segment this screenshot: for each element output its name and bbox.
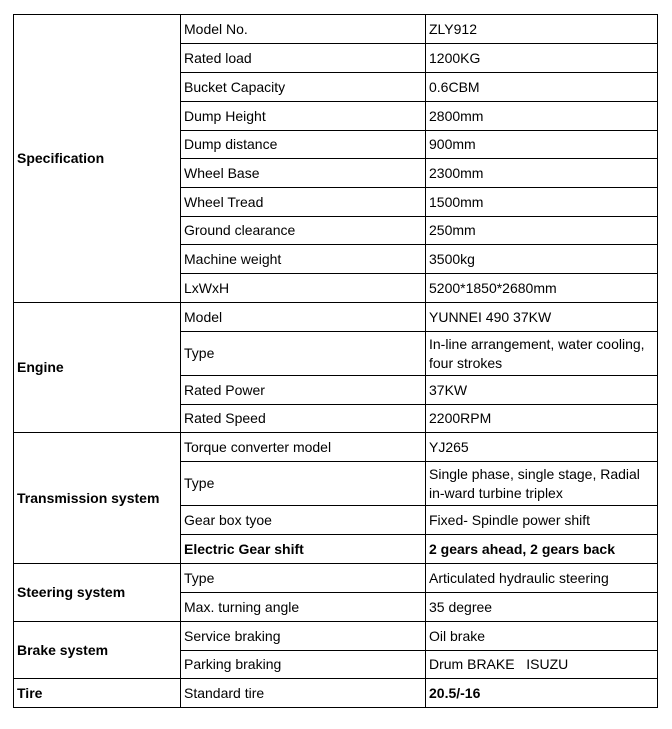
table-row — [14, 433, 658, 462]
group-label-steering-system: Steering system — [14, 564, 181, 622]
param-label: Rated load — [181, 44, 426, 73]
param-value: Articulated hydraulic steering — [426, 564, 658, 593]
table-row — [14, 303, 658, 332]
param-value: 37KW — [426, 376, 658, 405]
param-value: 2800mm — [426, 102, 658, 131]
table-row — [14, 564, 658, 593]
table-row — [14, 15, 658, 44]
param-value: 3500kg — [426, 245, 658, 274]
param-value: 20.5/-16 — [426, 679, 658, 708]
param-value: 2300mm — [426, 159, 658, 188]
param-label: Ground clearance — [181, 217, 426, 245]
param-label: Rated Power — [181, 376, 426, 405]
param-label: Electric Gear shift — [181, 535, 426, 564]
param-value: 5200*1850*2680mm — [426, 274, 658, 303]
spec-table — [13, 14, 658, 708]
param-value: ZLY912 — [426, 15, 658, 44]
param-value: In-line arrangement, water cooling, four strokes — [426, 332, 658, 376]
param-value: 2200RPM — [426, 405, 658, 433]
table-row — [14, 622, 658, 651]
param-value: 1200KG — [426, 44, 658, 73]
param-value: 35 degree — [426, 593, 658, 622]
param-label: Dump Height — [181, 102, 426, 131]
param-value: 1500mm — [426, 188, 658, 217]
param-label: Dump distance — [181, 131, 426, 159]
param-value: Single phase, single stage, Radial in-ward turbine triplex — [426, 462, 658, 506]
param-label: Rated Speed — [181, 405, 426, 433]
param-label: Torque converter model — [181, 433, 426, 462]
param-value: Fixed- Spindle power shift — [426, 506, 658, 535]
param-label: Parking braking — [181, 651, 426, 679]
param-label: Model No. — [181, 15, 426, 44]
group-label-transmission-system: Transmission system — [14, 433, 181, 564]
param-value: 250mm — [426, 217, 658, 245]
param-label: Bucket Capacity — [181, 73, 426, 102]
param-value: Oil brake — [426, 622, 658, 651]
group-label-tire: Tire — [14, 679, 181, 708]
param-label: Max. turning angle — [181, 593, 426, 622]
param-label: Wheel Tread — [181, 188, 426, 217]
group-label-brake-system: Brake system — [14, 622, 181, 679]
param-label: Type — [181, 332, 426, 376]
param-label: LxWxH — [181, 274, 426, 303]
param-label: Service braking — [181, 622, 426, 651]
param-value: Drum BRAKE ISUZU — [426, 651, 658, 679]
table-row — [14, 679, 658, 708]
param-value: 0.6CBM — [426, 73, 658, 102]
param-label: Model — [181, 303, 426, 332]
group-label-engine: Engine — [14, 303, 181, 433]
param-label: Wheel Base — [181, 159, 426, 188]
param-label: Machine weight — [181, 245, 426, 274]
param-label: Standard tire — [181, 679, 426, 708]
param-value: 2 gears ahead, 2 gears back — [426, 535, 658, 564]
param-value: YJ265 — [426, 433, 658, 462]
param-value: YUNNEI 490 37KW — [426, 303, 658, 332]
param-value: 900mm — [426, 131, 658, 159]
param-label: Type — [181, 564, 426, 593]
group-label-specification: Specification — [14, 15, 181, 303]
param-label: Gear box tyoe — [181, 506, 426, 535]
param-label: Type — [181, 462, 426, 506]
